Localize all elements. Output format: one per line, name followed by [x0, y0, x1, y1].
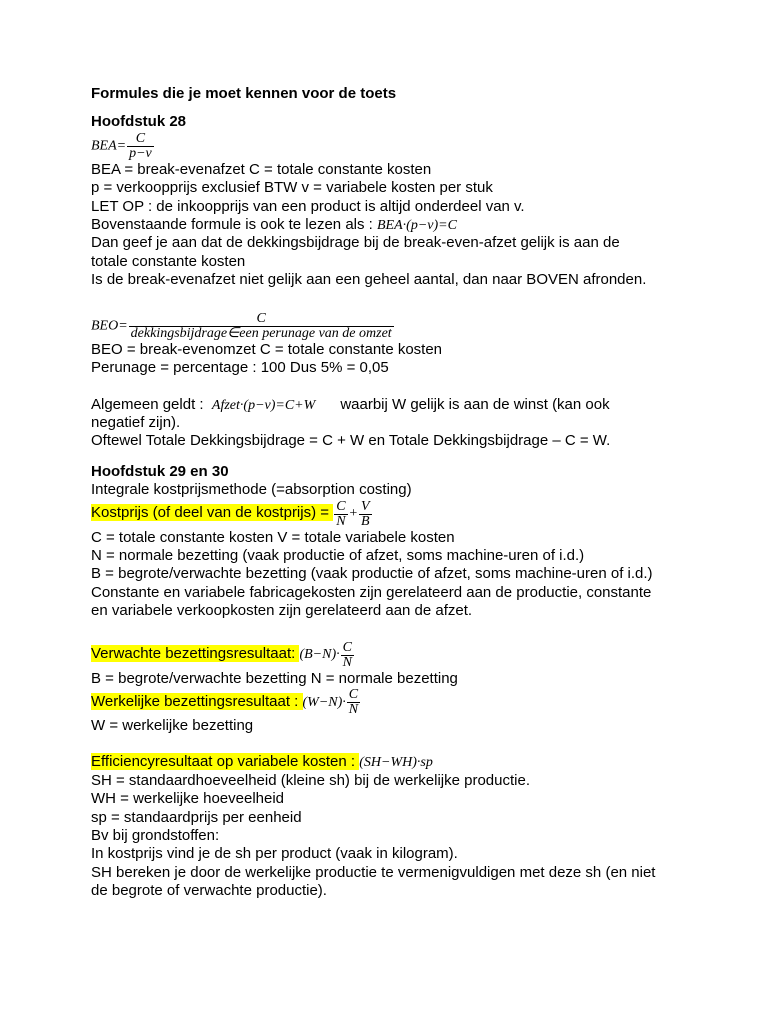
text-line: en variabele verkoopkosten zijn gerelateerd aan de afzet.: [91, 602, 473, 620]
beo-den: dekkingsbijdrage∈een perunage van de omzet: [130, 325, 392, 341]
text-line: In kostprijs vind je de sh per product (vaak in kilogram).: [91, 845, 458, 863]
werkelijk-paren: (W−N)·: [302, 694, 346, 710]
bea-lhs: BEA: [91, 138, 117, 154]
text-line: Integrale kostprijsmethode (=absorption costing): [91, 481, 412, 499]
kostprijs-op: +: [348, 506, 358, 522]
text-line: sp = standaardprijs per eenheid: [91, 808, 302, 826]
verwacht-paren: (B−N)·: [299, 647, 340, 663]
text-line: Bv bij grondstoffen:: [91, 826, 220, 844]
kostprijs-den1: N: [336, 513, 346, 529]
text-line: C = totale constante kosten V = totale variabele kosten: [91, 528, 455, 546]
alt-formula-line: [91, 216, 691, 234]
bea-formula: BEA= $\frac{C}{p-v}$: [91, 130, 152, 161]
text-line: de begrote of verwachte productie).: [91, 882, 327, 900]
page-title: Formules die je moet kennen voor de toets: [91, 85, 397, 102]
document-page: [91, 85, 691, 901]
kostprijs-num2: V: [361, 498, 370, 514]
algemeen-line: [91, 396, 691, 414]
alg-formula: Afzet·(p−v)=C+W: [211, 397, 316, 413]
kostprijs-line: [91, 500, 691, 529]
werkelijk-num: C: [348, 686, 359, 702]
verwacht-num: C: [342, 639, 352, 655]
bea-num: C: [135, 130, 146, 146]
text-line: SH bereken je door de werkelijke productie te vermenigvuldigen met deze sh (en niet: [91, 863, 656, 881]
eff-line: [91, 753, 691, 771]
text-line: Oftewel Totale Dekkingsbijdrage = C + W en Totale Dekkingsbijdrage – C = W.: [91, 432, 611, 450]
werkelijk-den: N: [348, 701, 359, 717]
beo-formula: BEO= $\frac{C}{\text{dekkingsbijdrage∈een perunage van de omzet}}$: [91, 310, 392, 341]
kostprijs-den2: B: [361, 513, 370, 529]
verwacht-line: [91, 641, 691, 670]
alg-suffix: waarbij W gelijk is aan de winst (kan ook: [340, 395, 610, 413]
kostprijs-num1: C: [336, 498, 346, 514]
verwacht-den: N: [342, 654, 352, 670]
text-line: BEA = break-evenafzet C = totale constante kosten: [91, 160, 432, 178]
werkelijk-line: [91, 688, 691, 717]
text-line: WH = werkelijke hoeveelheid: [91, 790, 285, 808]
text-line: N = normale bezetting (vaak productie of afzet, soms machine-uren of i.d.): [91, 547, 585, 565]
text-line: negatief zijn).: [91, 414, 181, 432]
text-line: Perunage = percentage : 100 Dus 5% = 0,05: [91, 358, 389, 376]
text-line: SH = standaardhoeveelheid (kleine sh) bij de werkelijke productie.: [91, 771, 530, 789]
alt-prefix: Bovenstaande formule is ook te lezen als :: [91, 215, 377, 233]
kostprijs-label: Kostprijs (of deel van de kostprijs) =: [91, 504, 334, 522]
heading-h28: Hoofdstuk 28: [91, 113, 187, 131]
text-line: p = verkoopprijs exclusief BTW v = variabele kosten per stuk: [91, 179, 493, 197]
alg-prefix: Algemeen geldt :: [91, 395, 208, 413]
text-line: Is de break-evenafzet niet gelijk aan een geheel aantal, dan naar BOVEN afronden.: [91, 271, 647, 289]
alt-formula: BEA·(p−v)=C: [377, 217, 457, 233]
text-line: B = begrote/verwachte bezetting N = normale bezetting: [91, 669, 458, 687]
text-line: Dan geef je aan dat de dekkingsbijdrage bij de break-even-afzet gelijk is aan de: [91, 234, 620, 252]
text-line: BEO = break-evenomzet C = totale constante kosten: [91, 340, 443, 358]
text-line: LET OP : de inkoopprijs van een product is altijd onderdeel van v.: [91, 197, 525, 215]
text-line: totale constante kosten: [91, 252, 246, 270]
beo-lhs: BEO: [91, 318, 119, 334]
eff-label: Efficiencyresultaat op variabele kosten :: [91, 753, 360, 771]
heading-h29: Hoofdstuk 29 en 30: [91, 462, 229, 480]
beo-num: C: [256, 310, 266, 326]
bea-den: p−v: [129, 145, 152, 161]
text-line: W = werkelijke bezetting: [91, 716, 254, 734]
text-line: B = begrote/verwachte bezetting (vaak productie of afzet, soms machine-uren of i.d.): [91, 565, 653, 583]
werkelijk-label: Werkelijke bezettingsresultaat :: [91, 692, 303, 710]
text-line: Constante en variabele fabricagekosten zijn gerelateerd aan de productie, constante: [91, 583, 652, 601]
verwacht-label: Verwachte bezettingsresultaat:: [91, 645, 300, 663]
eff-formula: (SH−WH)·sp: [359, 755, 433, 771]
